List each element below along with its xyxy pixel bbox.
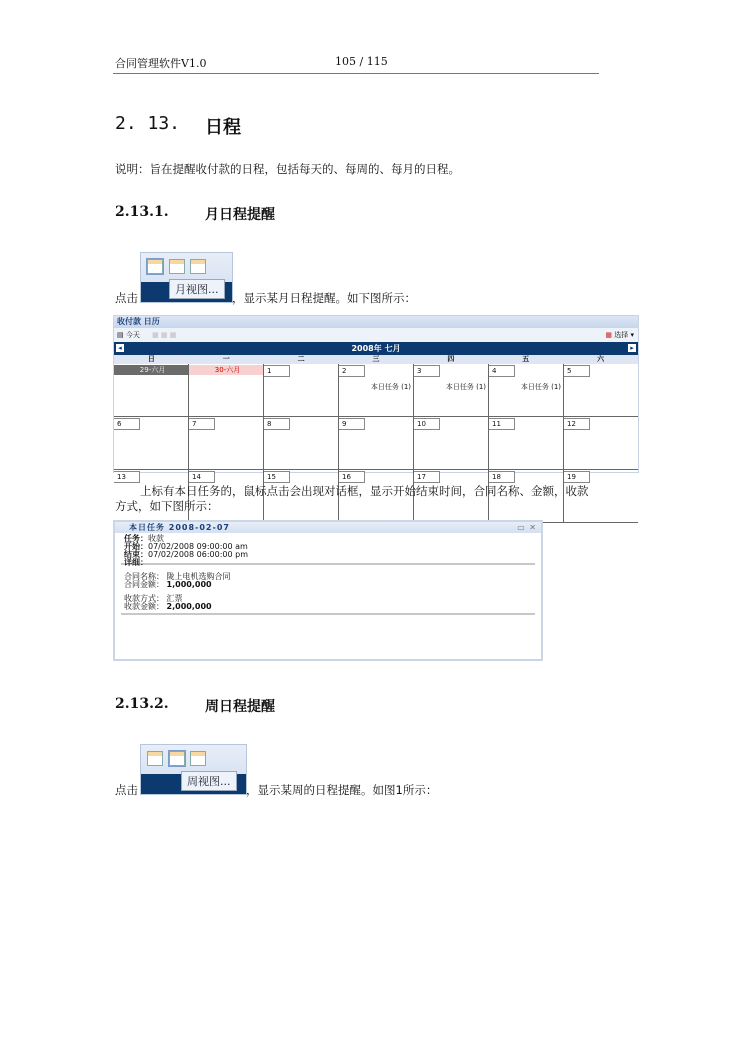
section-description: 说明：旨在提醒收付款的日程，包括每天的、每周的、每月的日程。 [115,162,460,176]
text: 方式，如下图所示： [115,499,219,513]
subsection-number: 2.13.2. [115,696,169,712]
calendar-day-cell[interactable] [489,417,564,469]
calendar-toolbar [114,328,638,342]
day-number: 5 [564,365,590,377]
calendar-day-cell[interactable] [189,364,264,416]
calendar-icon: ▤ [117,331,126,339]
week-view-icon [169,751,185,766]
calendar-day-cell[interactable] [264,417,339,469]
day-number: 9 [339,418,365,430]
calendar-day-cell[interactable] [339,417,414,469]
text: ，显示某周的日程提醒。如图1所示： [246,783,438,797]
day-number: 17 [414,471,440,483]
day-view-icon [190,259,206,274]
calendar-day-cell[interactable] [114,417,189,469]
day-number: 2 [339,365,365,377]
day-number: 11 [489,418,515,430]
page-number: 105 / 115 [335,55,388,68]
month-view-icon [147,259,163,274]
calendar-day-cell[interactable] [189,417,264,469]
day-number: 29-六月 [114,365,188,375]
header-rule [113,73,599,74]
day-task-link[interactable]: 本日任务 (1) [370,383,411,391]
calendar-day-cell[interactable] [564,364,638,416]
weekday-label: 一 [222,355,230,363]
calendar-day-cell[interactable] [564,417,638,469]
day-number: 18 [489,471,515,483]
weekday-label: 日 [147,355,155,363]
dialog-title: 本日任务 2008-02-07 ▭ ✕ [115,522,541,533]
text: 点击 [115,291,138,305]
day-number: 1 [264,365,290,377]
day-task-dialog-screenshot: 本日任务 2008-02-07 ▭ ✕ 任务：收款 开始：07/02/2008 09:00:00 am 结束：07/02/2008 06:00:00 pm 详细： 合同名称： 陇上电机选购合同 合同金额： 1,000,000 收款方式： 汇票 收款金额： 2,000,000 [113,520,543,661]
tooltip: 周视图... [181,771,237,791]
calendar-day-cell[interactable] [414,364,489,416]
day-task-link[interactable]: 本日任务 (1) [520,383,561,391]
weekday-row [114,355,638,364]
month-label: 2008年 七月 [351,344,401,353]
calendar-day-cell[interactable] [114,364,189,416]
subsection-title: 周日程提醒 [205,699,275,715]
week-view-toolbar-image [140,744,247,795]
prev-month-icon[interactable]: ◂ [116,344,124,352]
day-number: 30-六月 [189,365,263,375]
weekday-label: 四 [447,355,455,363]
calendar-day-cell[interactable] [414,417,489,469]
day-number: 16 [339,471,365,483]
next-month-icon[interactable]: ▸ [628,344,636,352]
day-number: 6 [114,418,140,430]
view-icons: ▦ ▦ ▦ [152,331,177,339]
tooltip: 月视图... [169,279,225,299]
day-number: 14 [189,471,215,483]
day-task-link[interactable]: 本日任务 (1) [445,383,486,391]
weekday-label: 五 [522,355,530,363]
month-nav-bar [114,342,638,355]
day-number: 7 [189,418,215,430]
day-number: 10 [414,418,440,430]
calendar-day-cell[interactable] [264,364,339,416]
calendar-screenshot [113,315,639,481]
subsection-title: 月日程提醒 [205,207,275,223]
text: ，显示某月日程提醒。如下图所示： [232,291,416,305]
day-number: 12 [564,418,590,430]
day-number: 4 [489,365,515,377]
day-view-icon [190,751,206,766]
calendar-day-cell[interactable] [489,364,564,416]
select-button[interactable]: ▦ 选择 ▾ [605,331,634,339]
calendar-day-cell[interactable] [339,364,414,416]
section-title: 日程 [205,117,241,138]
day-number: 3 [414,365,440,377]
text: 上标有本日任务的，鼠标点击会出现对话框，显示开始结束时间，合同名称、金额，收款 [140,484,589,498]
day-number: 8 [264,418,290,430]
text: 点击 [115,783,138,797]
calendar-title: 收付款 日历 [114,316,638,328]
subsection-number: 2.13.1. [115,204,169,220]
header-title: 合同管理软件V1.0 [115,57,207,70]
week-view-icon [169,259,185,274]
calendar-week [114,364,638,417]
day-number: 15 [264,471,290,483]
day-number: 19 [564,471,590,483]
section-number: 2. 13. [115,113,181,134]
day-number: 13 [114,471,140,483]
month-view-toolbar-image [140,252,233,303]
month-view-icon [147,751,163,766]
weekday-label: 六 [597,355,605,363]
today-button[interactable]: 今天 [125,331,140,339]
weekday-label: 三 [372,355,380,363]
calendar-week [114,417,638,470]
weekday-label: 二 [297,355,305,363]
